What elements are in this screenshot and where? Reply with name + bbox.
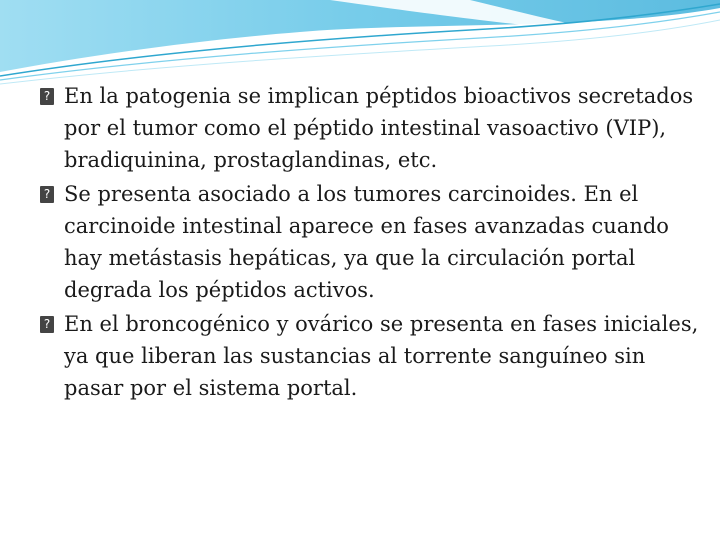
bullet-item-3: [40, 308, 700, 404]
slide-content: [40, 80, 700, 406]
bullet-glyph-icon: ?: [40, 186, 54, 203]
bullet-item-1: [40, 80, 700, 176]
bullet-text: En la patogenia se implican péptidos bioactivos secretados por el tumor como el péptido intestinal vasoactivo (VIP), bradiquinina, prostaglandinas, etc.: [64, 84, 694, 172]
bullet-glyph-icon: ?: [40, 88, 54, 105]
header-wave-banner: [0, 0, 720, 90]
bullet-item-2: [40, 178, 700, 306]
bullet-text: Se presenta asociado a los tumores carcinoides. En el carcinoide intestinal aparece en fases avanzadas cuando hay metástasis hepáticas, ya que la circulación portal degrada los péptidos activos.: [64, 182, 669, 302]
bullet-text: En el broncogénico y ovárico se presenta en fases iniciales, ya que liberan las sustancias al torrente sanguíneo sin pasar por el sistema portal.: [64, 312, 699, 400]
bullet-glyph-icon: ?: [40, 316, 54, 333]
